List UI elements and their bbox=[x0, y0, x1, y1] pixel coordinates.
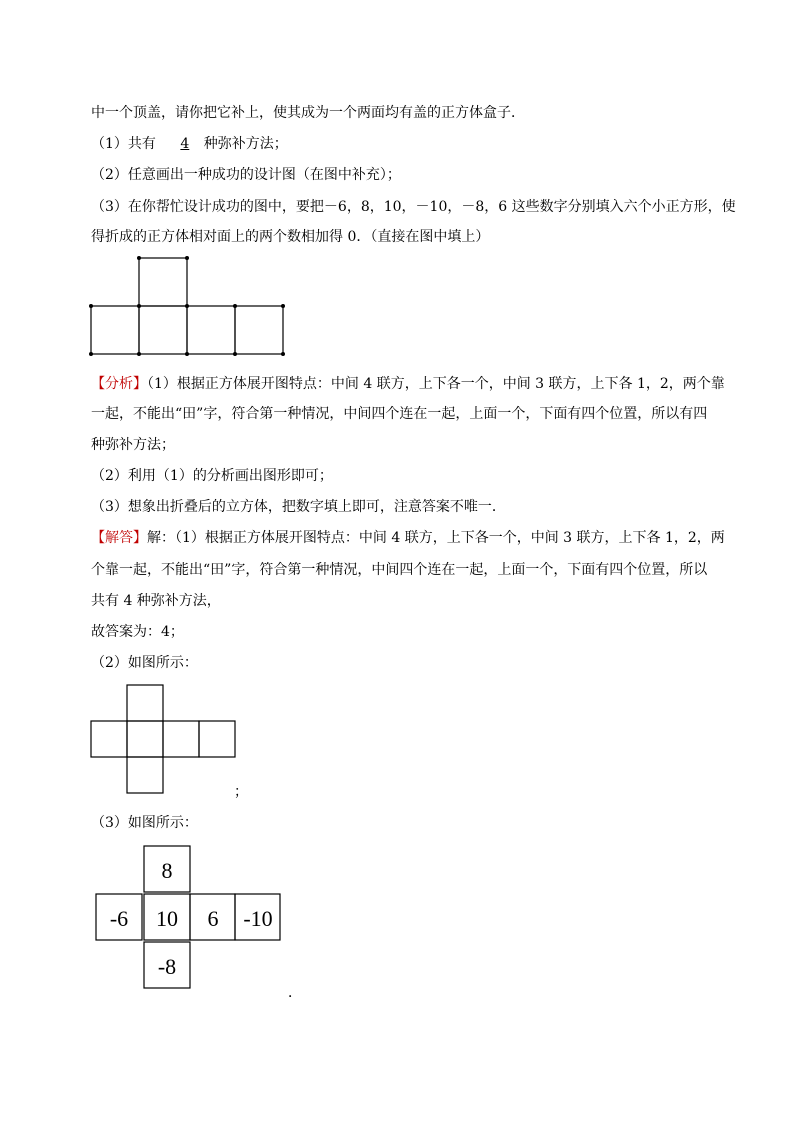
solution-part2-end: ； bbox=[234, 784, 248, 800]
cross-square-3 bbox=[163, 721, 199, 757]
analysis-line3: 种弥补方法； bbox=[91, 437, 175, 453]
solution-line1-text: 解：（1）根据正方体展开图特点：中间 4 联方，上下各一个，中间 3 联方，上下各 1，2，两 bbox=[147, 530, 725, 546]
solution-line1 bbox=[91, 528, 725, 548]
analysis-line2: 一起，不能出“田”字，符合第一种情况，中间四个连在一起，上面一个，下面有四个位置，所以有四 bbox=[91, 406, 708, 422]
solution-line4: 故答案为：4； bbox=[91, 624, 184, 640]
analysis-tag: 【分析】 bbox=[91, 376, 147, 392]
analysis-line4: （2）利用（1）的分析画出图形即可； bbox=[91, 468, 333, 484]
solution-line3: 共有 4 种弥补方法， bbox=[91, 593, 221, 609]
cross-square-2 bbox=[127, 721, 163, 757]
net-numbers bbox=[110, 858, 273, 979]
number-right-1: 6 bbox=[207, 906, 219, 931]
solution-tag: 【解答】 bbox=[91, 530, 147, 546]
number-bottom: -8 bbox=[157, 954, 177, 979]
question-3-line1: （3）在你帮忙设计成功的图中，要把－6，8，10，－10，－8，6 这些数字分别填入六个小正方形，使 bbox=[91, 199, 736, 215]
cross-square-4 bbox=[199, 721, 235, 757]
number-left: -6 bbox=[109, 906, 129, 931]
cross-top-square bbox=[127, 685, 163, 721]
solution-line2: 个靠一起，不能出“田”字，符合第一种情况，中间四个连在一起，上面一个，下面有四个位置，所以 bbox=[91, 562, 708, 578]
analysis-line1 bbox=[91, 374, 725, 394]
net-square-3 bbox=[187, 306, 235, 354]
net-top-square bbox=[139, 258, 187, 306]
net-square-1 bbox=[91, 306, 139, 354]
question-1-blank: 4 bbox=[180, 136, 190, 152]
question-3-line2: 得折成的正方体相对面上的两个数相加得 0．（直接在图中填上） bbox=[91, 229, 490, 245]
analysis-line1-text: （1）根据正方体展开图特点：中间 4 联方，上下各一个，中间 3 联方，上下各 1，2，两个靠 bbox=[147, 376, 725, 392]
net-square-2 bbox=[139, 306, 187, 354]
cross-bottom-square bbox=[127, 757, 163, 793]
solution-part3-label: （3）如图所示： bbox=[91, 815, 198, 831]
net-square-4 bbox=[235, 306, 283, 354]
number-center: 10 bbox=[156, 906, 178, 931]
number-top: 8 bbox=[161, 858, 173, 883]
question-2: （2）任意画出一种成功的设计图（在图中补充）； bbox=[91, 167, 401, 183]
problem-intro: 中一个顶盖，请你把它补上，使其成为一个两面均有盖的正方体盒子． bbox=[91, 105, 525, 121]
completed-net-figure bbox=[91, 685, 235, 793]
solution-part2-label: （2）如图所示： bbox=[91, 655, 198, 671]
analysis-line5: （3）想象出折叠后的立方体，把数字填上即可，注意答案不唯一． bbox=[91, 499, 506, 515]
cross-square-1 bbox=[91, 721, 127, 757]
question-1-suffix: 种弥补方法； bbox=[203, 136, 288, 152]
question-1-prefix: （1）共有 bbox=[91, 136, 156, 152]
solution-part3-end: ． bbox=[288, 985, 302, 1001]
number-right-2: -10 bbox=[243, 906, 273, 931]
